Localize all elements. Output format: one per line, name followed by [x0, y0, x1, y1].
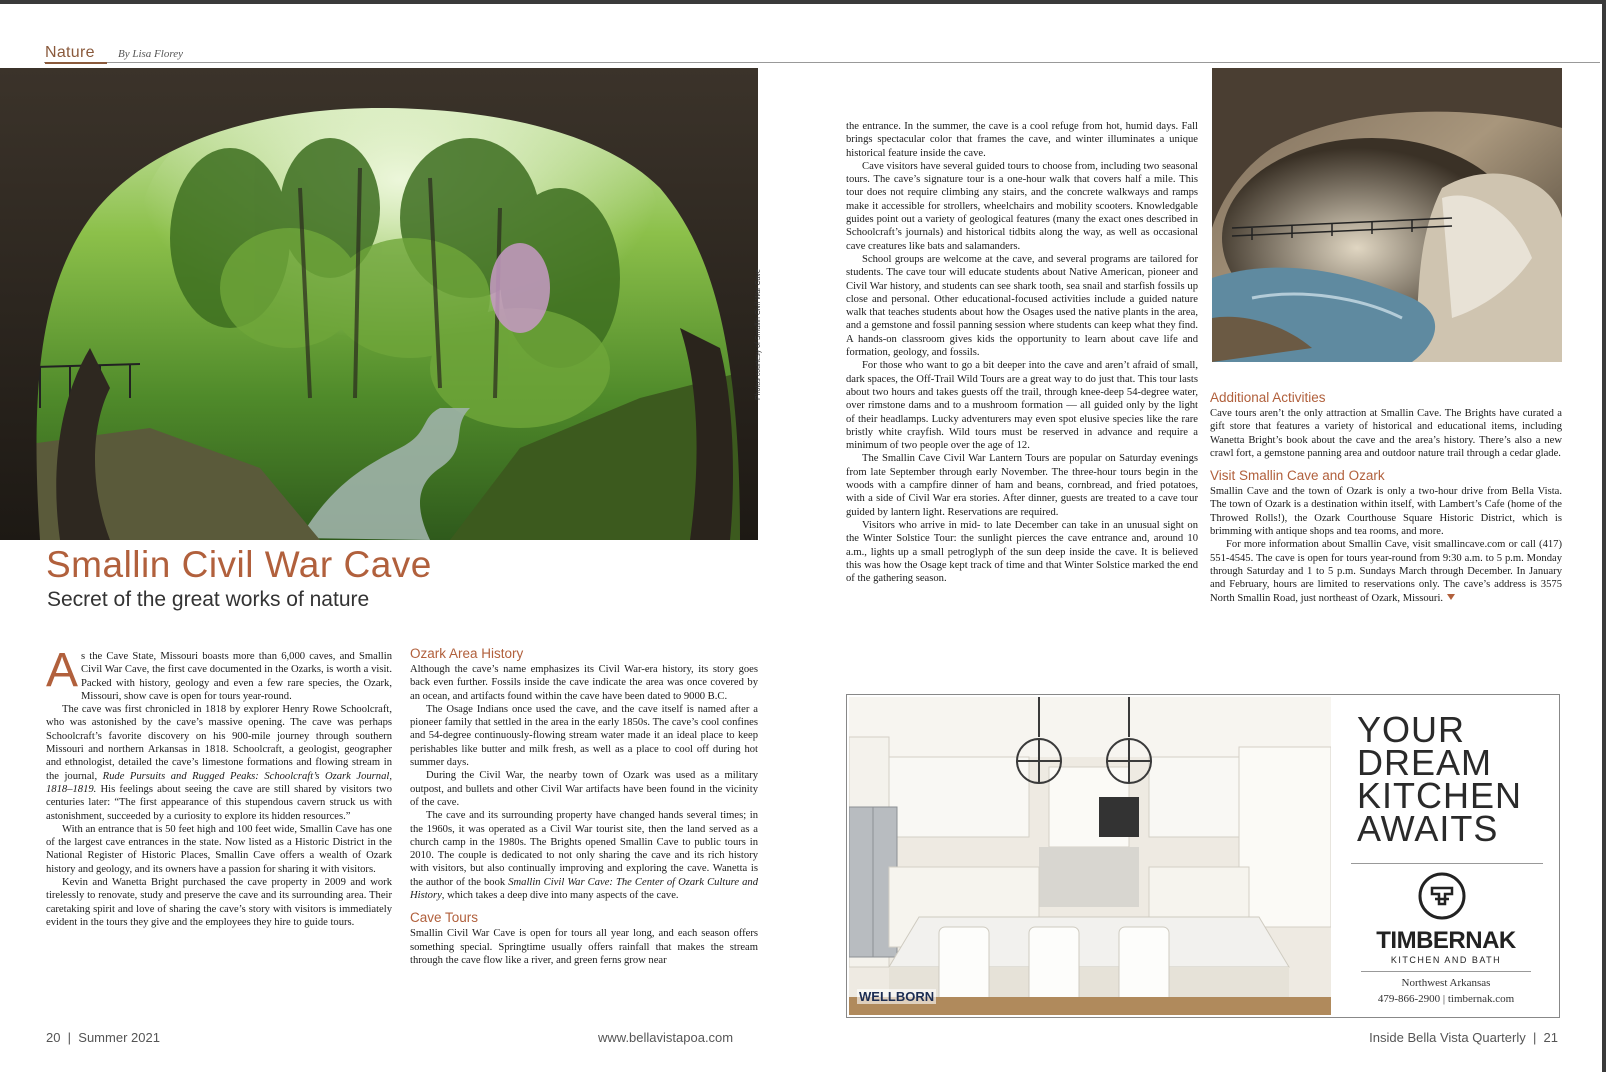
paragraph: The cave was first chronicled in 1818 by explorer Henry Rowe Schoolcraft, who was astonished by the cave’s massive opening. The cave was perhaps Schoolcraft’s favorite discovery on his 900-mile journey through southern Missouri and northern Arkansas in 1818. Schoolcraft, a geologist, geographer and ethnologist, detailed the cave’s limestone formations and flowing stream in the journal, Rude Pursuits and Rugged Peaks: Schoolcraft’s Ozark Journal, 1818–1819. His feelings about seeing the cave are still shared by visitors two centuries later: “The first appearance of this stupendous cavern struck us with astonishment, succeeded by a curiosity to explore its hidden resources.” — [46, 704, 392, 822]
paragraph: Cave visitors have several guided tours to choose from, including two seasonal tours. The cave’s signature tour is a one-hour walk that covers half a mile. This tour does not require climbing any stairs, and the concrete walkways and ramps make it accessible for strollers, wheelchairs and mobility scooters. Knowledgable guides point out a variety of geological features (many the exact ones described in Schoolcraft’s journals) and historical tidbits along the way, as well as occasional cave creatures like bats and salamanders. — [846, 160, 1198, 252]
article-subtitle: Secret of the great works of nature — [47, 588, 370, 611]
kitchen-photo — [849, 697, 1331, 1015]
subhead-additional-activities: Additional Activities — [1210, 390, 1326, 405]
ad-region: Northwest Arkansas — [1401, 977, 1491, 989]
paragraph: School groups are welcome at the cave, and several programs are tailored for students. The cave tour will educate students about Native American, pioneer and Civil War history, and students can see shark tooth, sea snail and starfish fossils up close and personal. Other educational-focused activities include a guided nature walk that teaches students about how the Osages used the native plants in the area, and a gemstone and fossil panning session where students can keep what they find. A hands-on classroom gives kids the opportunity to learn about cave life and formation, geology, and fossils. — [846, 253, 1198, 359]
end-mark-icon — [1446, 593, 1456, 601]
book-title: Smallin Civil War Cave: The Center of Ozark Culture and History — [410, 876, 758, 902]
paragraph: For more information about Smallin Cave, visit smallincave.com or call (417) 551-4545. The cave is open for tours year-round from 9:30 a.m. to 5 p.m. Monday through Saturday and 1 to 5 p.m. Sundays March through December. In January and February, hours are limited to reservations only. The cave’s address is 3575 North Smallin Road, just northeast of Ozark, Missouri. — [1210, 539, 1562, 604]
subhead-ozark-area-history: Ozark Area History — [410, 646, 524, 661]
ad-brand-sub: KITCHEN AND BATH — [1390, 955, 1502, 965]
ad-headline: YOUR DREAM KITCHEN AWAITS — [1357, 709, 1523, 849]
article-column-4 — [1210, 390, 1562, 605]
timbernak-logo-icon — [1417, 871, 1467, 921]
book-title: Rude Pursuits and Rugged Peaks: Schoolcraft’s Ozark Journal, 1818–1819. — [46, 770, 392, 795]
page-frame-right — [1602, 0, 1606, 1072]
hero-photo — [0, 68, 758, 540]
wellborn-logo: WELLBORN — [859, 989, 935, 1004]
footer-right-folio: Inside Bella Vista Quarterly | 21 — [1369, 1030, 1558, 1045]
paragraph: Smallin Cave and the town of Ozark is only a two-hour drive from Bella Vista. The town of Ozark is a destination within itself, with Lambert’s Cafe (home of the Throwed Rolls!), the Ozark Courthouse Square Historic District, which is brimming with antique shops and tea rooms, and more. — [1210, 486, 1562, 538]
timbernak-advertisement[interactable] — [846, 694, 1560, 1018]
byline: By Lisa Florey — [118, 48, 183, 60]
paragraph: Visitors who arrive in mid- to late December can take in an unusual sight on the Winter Solstice Tour: the sunlight pierces the cave entrance and, around 10 a.m., lights up a small petroglyph of the sun deep inside the cave. It is believed this was how the Osage kept track of time and that Winter Solstice marked the end of the gathering season. — [846, 519, 1198, 585]
subhead-visit: Visit Smallin Cave and Ozark — [1210, 468, 1385, 484]
ad-brand: TIMBERNAK — [1376, 927, 1516, 954]
paragraph: During the Civil War, the nearby town of Ozark was used as a military outpost, and bullets and other Civil War artifacts have been found in the vicinity of the cave. — [410, 770, 758, 808]
article-column-2 — [410, 646, 758, 967]
paragraph: Although the cave’s name emphasizes its Civil War-era history, its story goes back even further. Fossils inside the cave indicate the area was once covered by an ocean, and artifacts found within the cave have been dated to 9000 B.C. — [410, 664, 758, 702]
paragraph: Cave tours aren’t the only attraction at Smallin Cave. The Brights have curated a gift store that features a variety of historical and educational items, including Wanetta Bright’s book about the cave and the area’s history. There’s also a new crawl fort, a gemstone panning area and outdoor nature trail through a cedar glade. — [1210, 408, 1562, 459]
subhead-cave-tours: Cave Tours — [410, 910, 479, 926]
ad-divider — [1361, 971, 1531, 972]
paragraph: With an entrance that is 50 feet high and 100 feet wide, Smallin Cave has one of the largest cave entrances in the state. Now listed as a Historic District in the National Register of Historic Places, Smallin Cave offers a wealth of Ozark history and geology, and its owners have a passion for sharing it with visitors. — [46, 823, 392, 875]
header-rule — [44, 62, 1600, 63]
page-frame-top — [0, 0, 1606, 4]
ad-text-panel — [1331, 695, 1560, 1018]
intro-paragraph: As the Cave State, Missouri boasts more than 6,000 caves, and Smallin Civil War Cave, the first cave documented in the Ozarks, is worth a visit. Packed with history, geology and even a few rare species, the Ozark, Missouri, show cave is open for tours year-round. — [46, 644, 392, 702]
photo-credit: Photos courtesy of Smallin Civil War Cave — [755, 269, 762, 400]
article-title: Smallin Civil War Cave — [46, 544, 432, 585]
section-label: Nature — [45, 44, 95, 61]
footer-website[interactable]: www.bellavistapoa.com — [598, 1030, 734, 1045]
footer-left-folio: 20 | Summer 2021 — [46, 1030, 160, 1045]
paragraph: The Osage Indians once used the cave, and the cave itself is named after a pioneer family that settled in the area in the early 1850s. The cave’s cool confines and 54-degree continuously-flowing stream water made it an ideal place to keep perishables like butter and milk fresh, as well as a place to cool off during hot summer days. — [410, 703, 758, 769]
paragraph: the entrance. In the summer, the cave is a cool refuge from hot, humid days. Fall brings spectacular color that frames the cave, and winter illuminates a unique historical feature inside the cave. — [846, 121, 1198, 159]
article-column-1 — [46, 644, 392, 929]
paragraph: The cave and its surrounding property have changed hands several times; in the 1960s, it was operated as a Civil War tourist site, then the land served as a church camp in the 1980s. The Brights opened Smallin Cave to public tours in 2010. The couple is dedicated to not only sharing the cave and its rich history with visitors, but also continually improving and exploring the cave. Wanetta is the author of the book Smallin Civil War Cave: The Center of Ozark Culture and History, which takes a deep dive into many aspects of the cave. — [410, 810, 758, 902]
ad-divider — [1351, 863, 1543, 864]
paragraph: Smallin Civil War Cave is open for tours all year long, and each season offers something special. Springtime usually offers rainfall that makes the stream through the cave flow like a river, and green ferns grow near — [410, 928, 758, 966]
paragraph: Kevin and Wanetta Bright purchased the cave property in 2009 and work tirelessly to renovate, study and preserve the cave and its surrounding area. Their caretaking spirit and love of sharing the cave’s story with visitors is immediately evident in the tours they give and the employees they hire to guide tours. — [46, 877, 392, 928]
paragraph: For those who want to go a bit deeper into the cave and aren’t afraid of small, dark spaces, the Off-Trail Wild Tours are a great way to do just that. This tour lasts about two hours and takes guests off the trail, through knee-deep 54-degree water, over rimstone dams and to a mushroom formation — all guided only by the light of their headlamps. Lucky adventurers may even spot elusive species like the rare bristly white crayfish. Wild tours must be reserved in advance and require a minimum of two people over the age of 12. — [846, 360, 1198, 452]
paragraph: The Smallin Cave Civil War Lantern Tours are popular on Saturday evenings from late September through early November. The three-hour tours begin in the woods with a campfire dinner of ham and beans, cornbread, and fried potatoes, with a side of Civil War era stories. After dinner, guests are treated to a cave tour guided by lantern light. Reservations are required. — [846, 453, 1198, 518]
ad-contact[interactable]: 479-866-2900 | timbernak.com — [1377, 993, 1515, 1005]
drop-cap: A — [46, 644, 79, 697]
article-column-3 — [846, 120, 1198, 585]
cave-interior-photo — [1212, 68, 1562, 362]
section-underline — [45, 62, 107, 64]
